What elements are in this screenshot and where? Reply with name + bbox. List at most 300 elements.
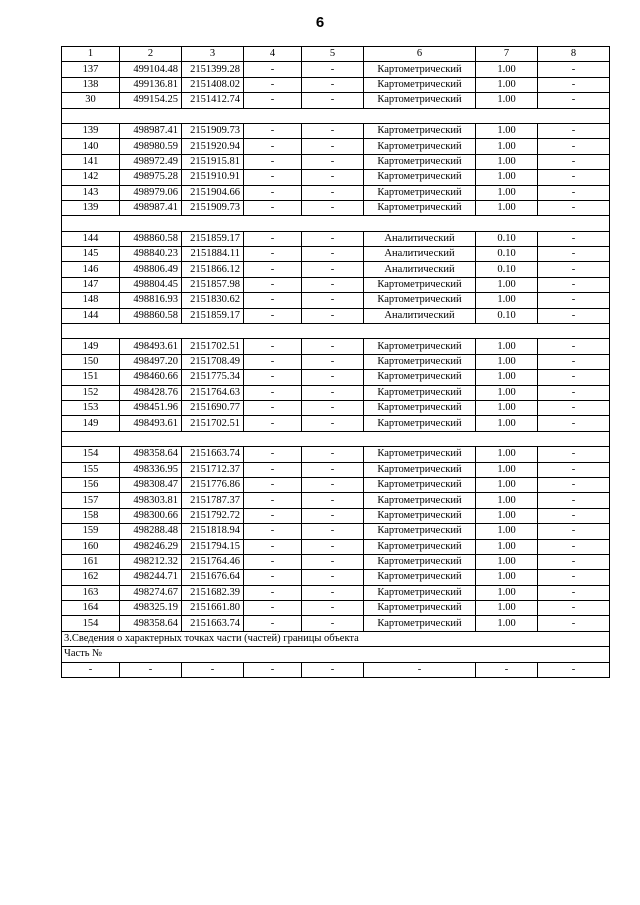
table-cell: Картометрический	[364, 447, 476, 462]
section-title: 3.Сведения о характерных точках части (частей) границы объекта	[62, 631, 610, 646]
table-cell: 2151787.37	[182, 493, 244, 508]
table-cell: 1.00	[476, 139, 538, 154]
table-cell: Картометрический	[364, 354, 476, 369]
table-cell: 139	[62, 200, 120, 215]
table-cell: 1.00	[476, 462, 538, 477]
table-cell: 2151682.39	[182, 585, 244, 600]
table-cell: 2151884.11	[182, 247, 244, 262]
table-cell: Картометрический	[364, 539, 476, 554]
table-cell: Картометрический	[364, 277, 476, 292]
table-cell: 1.00	[476, 493, 538, 508]
table-cell: -	[538, 570, 610, 585]
table-row	[62, 385, 610, 400]
table-cell: -	[538, 339, 610, 354]
table-cell: -	[244, 385, 302, 400]
table-row	[62, 370, 610, 385]
table-cell: -	[244, 570, 302, 585]
table-cell: 1.00	[476, 616, 538, 631]
table-cell: -	[244, 539, 302, 554]
table-cell: 1.00	[476, 554, 538, 569]
column-header: 5	[302, 47, 364, 62]
table-cell: Картометрический	[364, 370, 476, 385]
separator-cell	[62, 324, 610, 339]
table-cell: 1.00	[476, 170, 538, 185]
separator-row	[62, 431, 610, 446]
table-cell: -	[364, 662, 476, 677]
table-row	[62, 231, 610, 246]
table-cell: -	[302, 339, 364, 354]
table-cell: -	[244, 185, 302, 200]
table-cell: -	[302, 416, 364, 431]
table-cell: Картометрический	[364, 554, 476, 569]
table-row	[62, 262, 610, 277]
table-row	[62, 524, 610, 539]
table-cell: 498493.61	[120, 416, 182, 431]
table-cell: Картометрический	[364, 200, 476, 215]
table-cell: 2151859.17	[182, 231, 244, 246]
table-row	[62, 477, 610, 492]
table-row	[62, 447, 610, 462]
table-cell: -	[476, 662, 538, 677]
table-cell: Картометрический	[364, 62, 476, 77]
table-cell: -	[244, 400, 302, 415]
table-cell: 0.10	[476, 247, 538, 262]
table-cell: -	[538, 616, 610, 631]
table-cell: 150	[62, 354, 120, 369]
table-cell: -	[244, 585, 302, 600]
table-row	[62, 493, 610, 508]
table-cell: -	[244, 616, 302, 631]
table-row	[62, 400, 610, 415]
separator-row	[62, 324, 610, 339]
table-cell: -	[302, 354, 364, 369]
table-cell: Картометрический	[364, 416, 476, 431]
table-cell: -	[302, 554, 364, 569]
table-cell: 2151915.81	[182, 154, 244, 169]
table-cell: -	[244, 231, 302, 246]
table-cell: 149	[62, 416, 120, 431]
table-cell: 160	[62, 539, 120, 554]
column-header: 2	[120, 47, 182, 62]
table-cell: -	[538, 601, 610, 616]
table-cell: -	[538, 462, 610, 477]
table-cell: -	[244, 93, 302, 108]
table-cell: -	[244, 493, 302, 508]
table-cell: Картометрический	[364, 400, 476, 415]
table-cell: 1.00	[476, 354, 538, 369]
table-cell: -	[538, 247, 610, 262]
table-cell: 1.00	[476, 293, 538, 308]
table-cell: Картометрический	[364, 524, 476, 539]
table-cell: 498358.64	[120, 616, 182, 631]
table-cell: -	[538, 370, 610, 385]
table-cell: 498804.45	[120, 277, 182, 292]
table-cell: -	[302, 585, 364, 600]
table-cell: -	[302, 616, 364, 631]
table-cell: Картометрический	[364, 570, 476, 585]
table-cell: 499136.81	[120, 77, 182, 92]
table-cell: 156	[62, 477, 120, 492]
table-cell: -	[538, 231, 610, 246]
table-cell: 498975.28	[120, 170, 182, 185]
table-cell: 498840.23	[120, 247, 182, 262]
table-cell: 1.00	[476, 477, 538, 492]
table-cell: -	[538, 200, 610, 215]
table-cell: 498325.19	[120, 601, 182, 616]
table-row	[62, 123, 610, 138]
table-cell: -	[302, 400, 364, 415]
table-cell: -	[244, 247, 302, 262]
table-row	[62, 539, 610, 554]
table-cell: 498308.47	[120, 477, 182, 492]
table-cell: 498860.58	[120, 231, 182, 246]
table-cell: -	[244, 354, 302, 369]
table-cell: 2151708.49	[182, 354, 244, 369]
table-row	[62, 354, 610, 369]
table-cell: Картометрический	[364, 123, 476, 138]
table-cell: 1.00	[476, 585, 538, 600]
table-cell: -	[302, 601, 364, 616]
table-cell: -	[244, 62, 302, 77]
table-cell: 498987.41	[120, 123, 182, 138]
part-label-row	[62, 647, 610, 662]
table-cell: 1.00	[476, 277, 538, 292]
table-cell: 140	[62, 139, 120, 154]
table-cell: Аналитический	[364, 262, 476, 277]
table-cell: -	[302, 308, 364, 323]
table-cell: 154	[62, 616, 120, 631]
table-cell: 143	[62, 185, 120, 200]
table-cell: -	[302, 447, 364, 462]
table-row	[62, 462, 610, 477]
table-cell: -	[538, 447, 610, 462]
table-cell: -	[302, 277, 364, 292]
table-cell: -	[302, 539, 364, 554]
table-cell: 498460.66	[120, 370, 182, 385]
table-cell: -	[538, 154, 610, 169]
table-cell: -	[538, 170, 610, 185]
table-cell: 2151702.51	[182, 339, 244, 354]
table-cell: -	[244, 308, 302, 323]
table-cell: 157	[62, 493, 120, 508]
table-cell: 139	[62, 123, 120, 138]
table-cell: 1.00	[476, 77, 538, 92]
table-cell: 2151408.02	[182, 77, 244, 92]
table-cell: Аналитический	[364, 308, 476, 323]
table-cell: 498493.61	[120, 339, 182, 354]
table-cell: 30	[62, 93, 120, 108]
table-cell: -	[302, 385, 364, 400]
table-cell: -	[538, 77, 610, 92]
table-cell: -	[302, 185, 364, 200]
table-cell: 498497.20	[120, 354, 182, 369]
table-cell: 149	[62, 339, 120, 354]
table-cell: -	[244, 662, 302, 677]
table-cell: Картометрический	[364, 601, 476, 616]
table-cell: Картометрический	[364, 185, 476, 200]
table-cell: 499104.48	[120, 62, 182, 77]
table-cell: -	[302, 662, 364, 677]
table-cell: 2151412.74	[182, 93, 244, 108]
table-row	[62, 308, 610, 323]
table-cell: -	[182, 662, 244, 677]
table-cell: -	[244, 524, 302, 539]
table-cell: 2151830.62	[182, 293, 244, 308]
table-row	[62, 62, 610, 77]
table-cell: -	[538, 139, 610, 154]
table-cell: Картометрический	[364, 477, 476, 492]
table-cell: 162	[62, 570, 120, 585]
table-cell: -	[302, 524, 364, 539]
table-cell: 1.00	[476, 200, 538, 215]
table-cell: 146	[62, 262, 120, 277]
table-cell: -	[538, 416, 610, 431]
table-cell: -	[302, 200, 364, 215]
table-cell: 2151702.51	[182, 416, 244, 431]
table-cell: -	[244, 477, 302, 492]
table-cell: Картометрический	[364, 293, 476, 308]
table-cell: 161	[62, 554, 120, 569]
table-cell: 2151399.28	[182, 62, 244, 77]
table-cell: -	[538, 93, 610, 108]
table-row	[62, 339, 610, 354]
table-cell: 498979.06	[120, 185, 182, 200]
table-cell: -	[244, 139, 302, 154]
table-cell: Картометрический	[364, 585, 476, 600]
table-cell: 151	[62, 370, 120, 385]
table-cell: 141	[62, 154, 120, 169]
table-cell: 138	[62, 77, 120, 92]
table-row	[62, 570, 610, 585]
table-cell: -	[244, 170, 302, 185]
table-cell: -	[244, 462, 302, 477]
table-row	[62, 139, 610, 154]
table-cell: -	[538, 508, 610, 523]
table-cell: 1.00	[476, 508, 538, 523]
table-cell: -	[302, 170, 364, 185]
table-cell: -	[244, 262, 302, 277]
table-cell: -	[62, 662, 120, 677]
table-cell: 158	[62, 508, 120, 523]
table-cell: -	[244, 123, 302, 138]
table-cell: 2151910.91	[182, 170, 244, 185]
table-row	[62, 200, 610, 215]
separator-row	[62, 216, 610, 231]
table-cell: 2151909.73	[182, 200, 244, 215]
table-cell: 2151792.72	[182, 508, 244, 523]
table-cell: -	[302, 247, 364, 262]
table-cell: 2151776.86	[182, 477, 244, 492]
table-cell: 144	[62, 231, 120, 246]
column-header: 6	[364, 47, 476, 62]
part-label: Часть №	[62, 647, 610, 662]
table-row	[62, 247, 610, 262]
table-cell: 498428.76	[120, 385, 182, 400]
separator-row	[62, 108, 610, 123]
table-cell: -	[538, 123, 610, 138]
separator-cell	[62, 216, 610, 231]
table-cell: 2151857.98	[182, 277, 244, 292]
table-cell: -	[538, 585, 610, 600]
table-cell: -	[302, 123, 364, 138]
table-cell: -	[302, 493, 364, 508]
table-cell: 2151794.15	[182, 539, 244, 554]
column-header: 8	[538, 47, 610, 62]
table-cell: -	[244, 601, 302, 616]
table-cell: -	[538, 185, 610, 200]
page-number: 6	[315, 14, 325, 31]
table-cell: 498244.71	[120, 570, 182, 585]
table-row	[62, 293, 610, 308]
coordinates-table	[61, 46, 610, 678]
table-cell: 498980.59	[120, 139, 182, 154]
table-cell: Картометрический	[364, 508, 476, 523]
table-cell: 498358.64	[120, 447, 182, 462]
table-cell: -	[244, 277, 302, 292]
table-cell: -	[538, 477, 610, 492]
table-cell: -	[302, 262, 364, 277]
table-cell: -	[244, 447, 302, 462]
table-cell: 498288.48	[120, 524, 182, 539]
table-cell: 498816.93	[120, 293, 182, 308]
table-row	[62, 616, 610, 631]
table-cell: 2151676.64	[182, 570, 244, 585]
table-cell: -	[244, 554, 302, 569]
table-cell: 2151663.74	[182, 616, 244, 631]
table-cell: -	[302, 370, 364, 385]
table-cell: Аналитический	[364, 247, 476, 262]
table-cell: 2151661.80	[182, 601, 244, 616]
column-header: 4	[244, 47, 302, 62]
table-cell: 147	[62, 277, 120, 292]
table-cell: 2151764.46	[182, 554, 244, 569]
table-cell: 0.10	[476, 308, 538, 323]
table-cell: 2151818.94	[182, 524, 244, 539]
table-cell: 1.00	[476, 339, 538, 354]
table-cell: 144	[62, 308, 120, 323]
table-cell: Картометрический	[364, 339, 476, 354]
table-cell: 159	[62, 524, 120, 539]
table-cell: 498303.81	[120, 493, 182, 508]
table-cell: 1.00	[476, 400, 538, 415]
table-cell: 1.00	[476, 123, 538, 138]
table-cell: 1.00	[476, 524, 538, 539]
table-cell: 0.10	[476, 231, 538, 246]
table-cell: 145	[62, 247, 120, 262]
table-cell: 163	[62, 585, 120, 600]
table-cell: 498451.96	[120, 400, 182, 415]
column-header: 7	[476, 47, 538, 62]
table-cell: 498336.95	[120, 462, 182, 477]
table-cell: -	[302, 77, 364, 92]
table-row	[62, 554, 610, 569]
table-header-row	[62, 47, 610, 62]
table-cell: 1.00	[476, 154, 538, 169]
table-cell: 498246.29	[120, 539, 182, 554]
table-cell: -	[538, 524, 610, 539]
table-cell: -	[244, 416, 302, 431]
table-cell: 2151866.12	[182, 262, 244, 277]
table-row	[62, 416, 610, 431]
table-cell: 2151920.94	[182, 139, 244, 154]
table-row	[62, 601, 610, 616]
table-cell: 2151712.37	[182, 462, 244, 477]
table-cell: 1.00	[476, 185, 538, 200]
table-cell: -	[538, 539, 610, 554]
table-cell: -	[538, 277, 610, 292]
table-cell: 148	[62, 293, 120, 308]
table-row	[62, 185, 610, 200]
table-cell: 1.00	[476, 93, 538, 108]
separator-cell	[62, 108, 610, 123]
table-cell: -	[244, 77, 302, 92]
table-cell: 2151909.73	[182, 123, 244, 138]
table-cell: -	[302, 231, 364, 246]
table-cell: 0.10	[476, 262, 538, 277]
table-cell: -	[302, 293, 364, 308]
table-cell: 1.00	[476, 570, 538, 585]
table-cell: 155	[62, 462, 120, 477]
table-cell: -	[538, 662, 610, 677]
table-cell: 2151663.74	[182, 447, 244, 462]
table-cell: 1.00	[476, 447, 538, 462]
table-row	[62, 77, 610, 92]
table-cell: Картометрический	[364, 385, 476, 400]
table-cell: -	[302, 508, 364, 523]
separator-cell	[62, 431, 610, 446]
table-cell: 498972.49	[120, 154, 182, 169]
table-cell: 137	[62, 62, 120, 77]
section-title-row	[62, 631, 610, 646]
table-cell: 498212.32	[120, 554, 182, 569]
table-cell: 498806.49	[120, 262, 182, 277]
table-cell: -	[302, 62, 364, 77]
table-cell: 1.00	[476, 385, 538, 400]
table-cell: 164	[62, 601, 120, 616]
table-row	[62, 508, 610, 523]
table-cell: 498987.41	[120, 200, 182, 215]
table-cell: 2151904.66	[182, 185, 244, 200]
column-header: 1	[62, 47, 120, 62]
table-cell: -	[244, 200, 302, 215]
table-cell: 2151764.63	[182, 385, 244, 400]
table-cell: -	[302, 139, 364, 154]
table-cell: 142	[62, 170, 120, 185]
table-row	[62, 154, 610, 169]
table-cell: Картометрический	[364, 154, 476, 169]
table-cell: -	[120, 662, 182, 677]
table-cell: -	[244, 370, 302, 385]
table-cell: 1.00	[476, 601, 538, 616]
table-cell: Картометрический	[364, 139, 476, 154]
table-cell: 1.00	[476, 416, 538, 431]
table-cell: 2151859.17	[182, 308, 244, 323]
table-cell: -	[244, 293, 302, 308]
table-cell: Картометрический	[364, 77, 476, 92]
table-row	[62, 662, 610, 677]
table-cell: 499154.25	[120, 93, 182, 108]
table-cell: Картометрический	[364, 93, 476, 108]
table-cell: -	[302, 462, 364, 477]
table-cell: -	[302, 93, 364, 108]
table-cell: -	[244, 508, 302, 523]
table-cell: -	[538, 262, 610, 277]
table-cell: Картометрический	[364, 170, 476, 185]
table-cell: 154	[62, 447, 120, 462]
table-cell: -	[538, 62, 610, 77]
table-cell: Картометрический	[364, 462, 476, 477]
table-cell: -	[538, 308, 610, 323]
